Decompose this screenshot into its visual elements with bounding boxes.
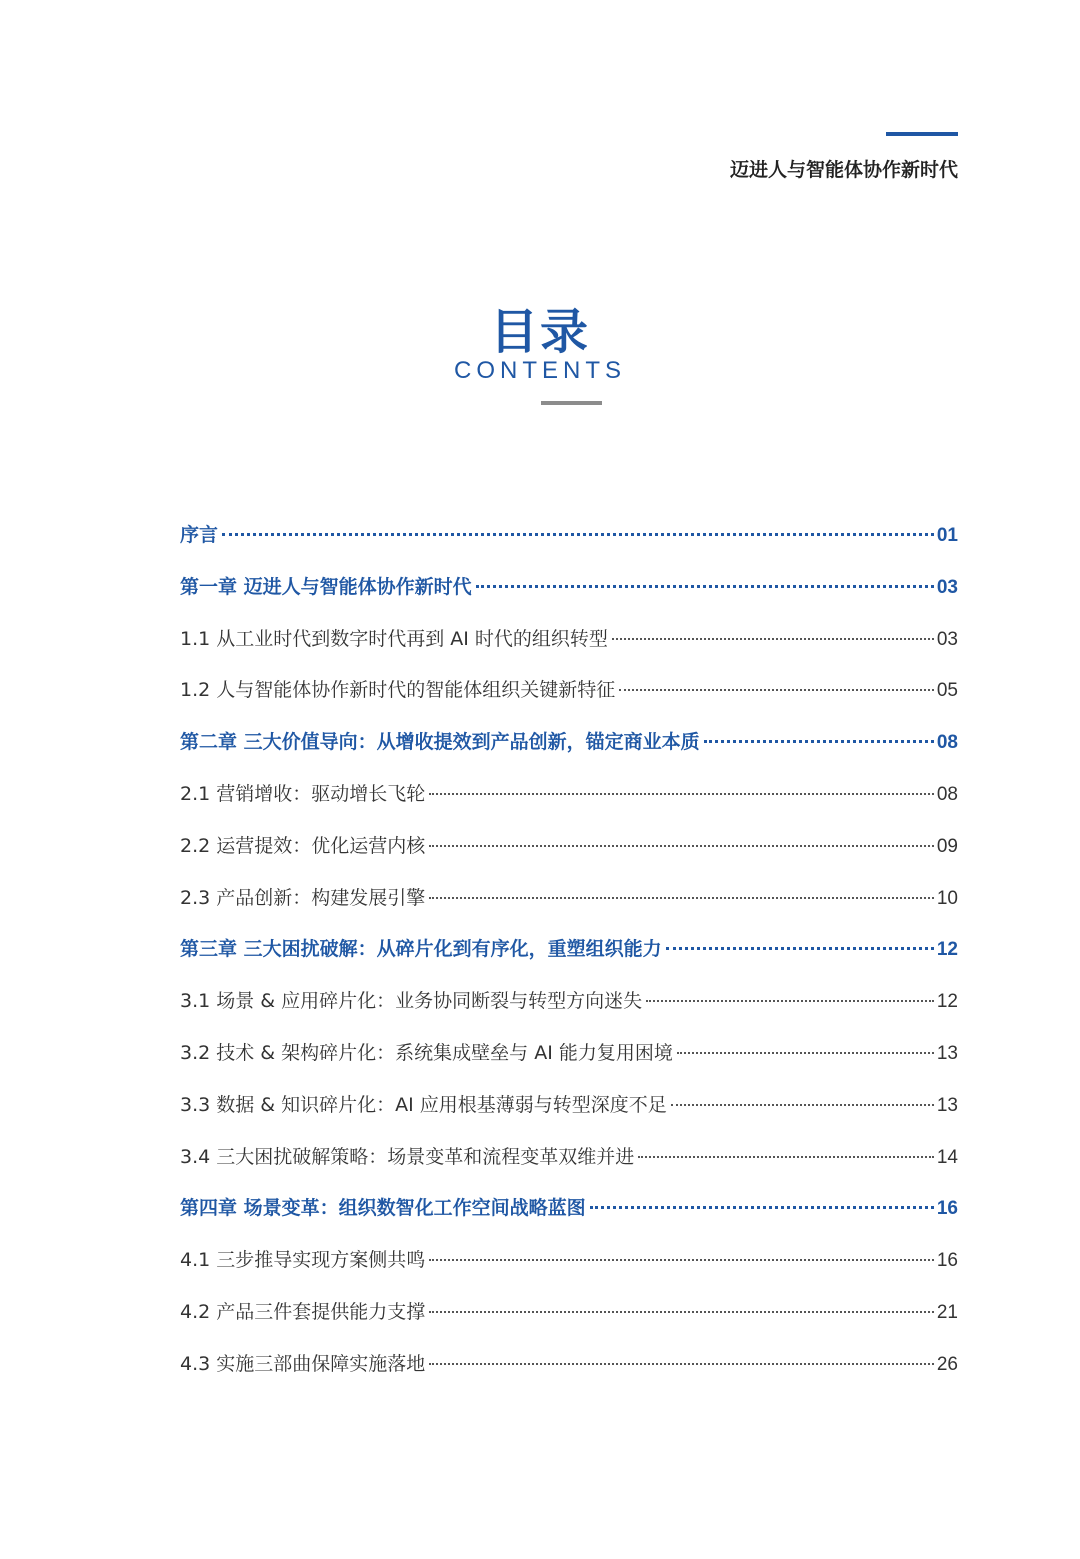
toc-page-number: 12 [936,991,958,1013]
toc-dot-leader [429,1311,934,1313]
toc-dot-leader [666,947,934,950]
toc-entry-label: 2.2 运营提效：优化运营内核 [180,834,426,857]
header-accent-bar [886,132,958,136]
header-title: 迈进人与智能体协作新时代 [729,159,958,181]
table-of-contents [180,513,958,1394]
toc-entry-label: 第三章 三大困扰破解：从碎片化到有序化，重塑组织能力 [180,938,662,961]
toc-dot-leader [429,1259,934,1261]
toc-section-entry[interactable] [180,1342,958,1394]
toc-dot-leader [429,1363,934,1365]
toc-chapter-entry[interactable] [180,720,958,772]
toc-page-number: 12 [936,939,958,961]
toc-entry-label: 1.1 从工业时代到数字时代再到 AI 时代的组织转型 [180,627,608,650]
contents-title-cn: 目录 [489,304,590,360]
toc-page-number: 26 [936,1353,958,1375]
toc-entry-label: 4.2 产品三件套提供能力支撑 [180,1300,426,1323]
toc-page-number: 01 [936,525,958,546]
toc-section-entry[interactable] [180,1083,958,1135]
toc-dot-leader [429,793,934,795]
toc-entry-label: 1.2 人与智能体协作新时代的智能体组织关键新特征 [180,679,616,702]
toc-dot-leader [646,1000,934,1002]
toc-dot-leader [612,638,934,640]
toc-entry-label: 4.3 实施三部曲保障实施落地 [180,1352,426,1375]
toc-dot-leader [638,1156,934,1158]
toc-entry-label: 第一章 迈进人与智能体协作新时代 [180,575,472,598]
toc-chapter-entry[interactable] [180,513,958,565]
toc-entry-label: 3.1 场景 & 应用碎片化：业务协同断裂与转型方向迷失 [180,990,643,1013]
toc-chapter-entry[interactable] [180,927,958,979]
toc-chapter-entry[interactable] [180,1186,958,1238]
toc-dot-leader [476,585,934,588]
toc-section-entry[interactable] [180,876,958,928]
toc-entry-label: 4.1 三步推导实现方案侧共鸣 [180,1249,426,1272]
toc-page-number: 08 [936,783,958,805]
toc-dot-leader [677,1052,934,1054]
toc-section-entry[interactable] [180,979,958,1031]
toc-dot-leader [590,1206,934,1209]
contents-title-en: CONTENTS [454,357,626,384]
toc-dot-leader [429,897,934,899]
toc-page-number: 21 [936,1301,958,1323]
toc-entry-label: 第四章 场景变革：组织数智化工作空间战略蓝图 [180,1197,586,1220]
toc-dot-leader [671,1104,934,1106]
toc-page-number: 16 [936,1250,958,1272]
toc-page-number: 08 [936,732,958,754]
toc-page-number: 05 [936,680,958,702]
toc-page-number: 13 [936,1094,958,1116]
title-divider [541,401,602,405]
toc-page-number: 13 [936,1042,958,1064]
toc-entry-label: 2.3 产品创新：构建发展引擎 [180,886,426,909]
toc-section-entry[interactable] [180,824,958,876]
toc-entry-label: 第二章 三大价值导向：从增收提效到产品创新，锚定商业本质 [180,731,700,754]
toc-page-number: 14 [936,1146,958,1168]
toc-entry-label: 3.2 技术 & 架构碎片化：系统集成壁垒与 AI 能力复用困境 [180,1041,673,1064]
toc-dot-leader [619,689,934,691]
toc-section-entry[interactable] [180,1135,958,1187]
toc-section-entry[interactable] [180,617,958,669]
toc-section-entry[interactable] [180,1290,958,1342]
toc-chapter-entry[interactable] [180,565,958,617]
toc-entry-label: 2.1 营销增收：驱动增长飞轮 [180,782,426,805]
toc-section-entry[interactable] [180,1238,958,1290]
toc-page-number: 09 [936,835,958,857]
toc-dot-leader [222,533,934,536]
toc-section-entry[interactable] [180,1031,958,1083]
toc-entry-label: 3.4 三大困扰破解策略：场景变革和流程变革双维并进 [180,1145,635,1168]
toc-section-entry[interactable] [180,772,958,824]
toc-entry-label: 3.3 数据 & 知识碎片化：AI 应用根基薄弱与转型深度不足 [180,1093,667,1116]
toc-dot-leader [704,740,934,743]
toc-page-number: 16 [936,1198,958,1220]
toc-page-number: 03 [936,628,958,650]
toc-dot-leader [429,845,934,847]
toc-entry-label: 序言 [180,524,219,546]
toc-page-number: 03 [936,576,958,598]
toc-section-entry[interactable] [180,668,958,720]
toc-page-number: 10 [936,887,958,909]
